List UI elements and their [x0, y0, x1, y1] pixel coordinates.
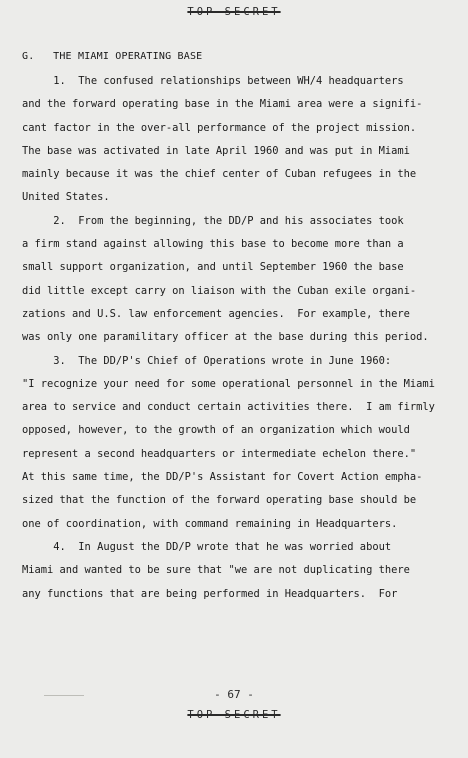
classification-text-bottom: TOP SECRET	[187, 709, 281, 721]
text-line: zations and U.S. law enforcement agencies. For example, there	[22, 307, 410, 320]
text-line: United States.	[22, 191, 110, 204]
text-line: a firm stand against allowing this base to become more than a	[22, 238, 404, 251]
text-line: opposed, however, to the growth of an organization which would	[22, 424, 410, 437]
text-line: The base was activated in late April 1960 and was put in Miami	[22, 144, 410, 157]
text-line: represent a second headquarters or intermediate echelon there."	[22, 447, 417, 460]
section-heading: G. THE MIAMI OPERATING BASE	[22, 51, 203, 62]
text-line: any functions that are being performed in Headquarters. For	[22, 587, 398, 600]
text-line: area to service and conduct certain activities there. I am firmly	[22, 401, 435, 414]
text-line: "I recognize your need for some operational personnel in the Miami	[22, 377, 435, 390]
text-line: and the forward operating base in the Miami area were a signifi-	[22, 98, 423, 111]
page-number: - 67 -	[214, 688, 254, 701]
text-line: was only one paramilitary officer at the base during this period.	[22, 331, 429, 344]
text-line: cant factor in the over-all performance of the project mission.	[22, 121, 417, 134]
classification-marking-bottom	[0, 709, 468, 721]
text-line: 2. From the beginning, the DD/P and his associates took	[22, 214, 404, 227]
text-line: sized that the function of the forward operating base should be	[22, 494, 417, 507]
text-line: did little except carry on liaison with the Cuban exile organi-	[22, 284, 417, 297]
text-line: 4. In August the DD/P wrote that he was worried about	[22, 540, 392, 553]
text-line: At this same time, the DD/P's Assistant for Covert Action empha-	[22, 471, 423, 484]
text-line: one of coordination, with command remaining in Headquarters.	[22, 517, 398, 530]
text-line: Miami and wanted to be sure that "we are not duplicating there	[22, 564, 410, 577]
classification-marking-top	[0, 6, 468, 18]
classification-text-top: TOP SECRET	[187, 6, 281, 18]
text-line: mainly because it was the chief center of Cuban refugees in the	[22, 168, 417, 181]
body-text	[22, 70, 442, 606]
text-line: 3. The DD/P's Chief of Operations wrote in June 1960:	[22, 354, 392, 367]
text-line: 1. The confused relationships between WH/4 headquarters	[22, 75, 404, 87]
text-line: small support organization, and until September 1960 the base	[22, 261, 404, 274]
